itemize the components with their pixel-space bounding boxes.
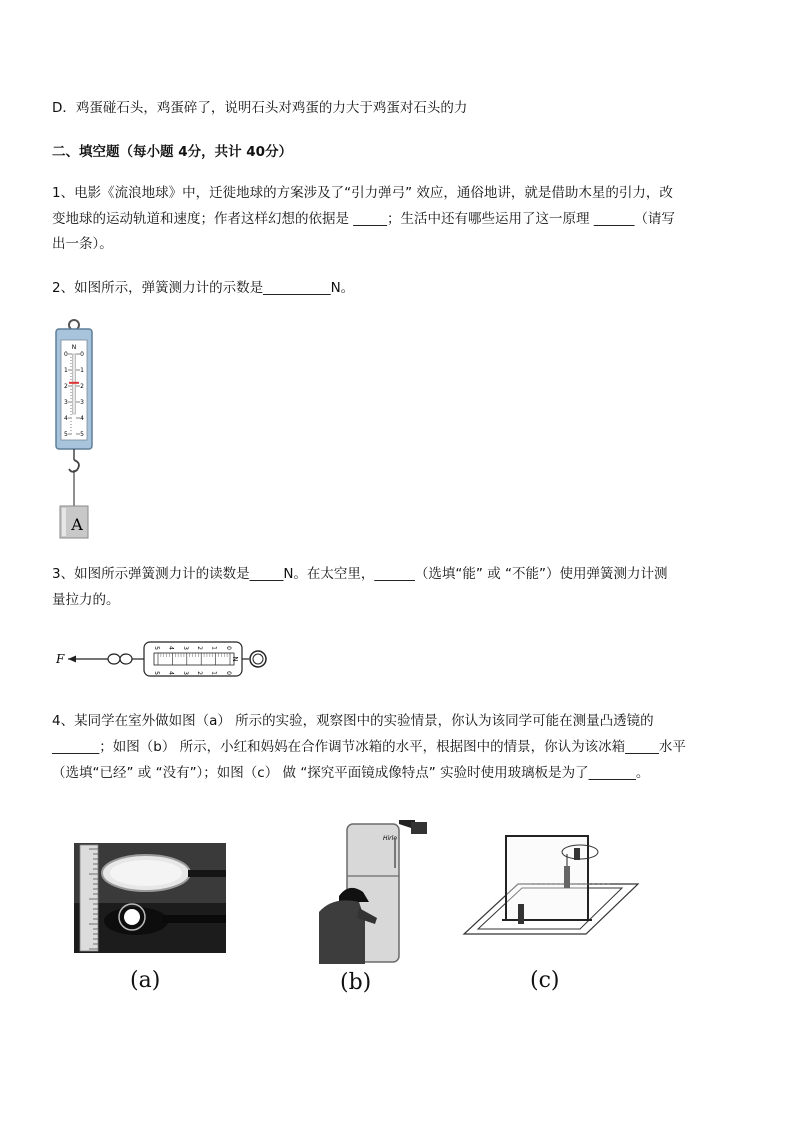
q3-tick-label: 3 bbox=[181, 646, 189, 650]
fig-b-caption: (b) bbox=[340, 970, 372, 995]
q3-tick-label: 1 bbox=[210, 646, 218, 650]
q4-line2: _______；如图（b） 所示，小红和妈妈在合作调节冰箱的水平，根据图中的情景，你认为该冰箱_____水平 bbox=[52, 739, 686, 755]
q2-pointer bbox=[69, 382, 79, 384]
section-title: 二、填空题（每小题 4分，共计 40分） bbox=[52, 144, 293, 160]
q2-tick-label: 1 bbox=[80, 367, 84, 374]
q1-line3: 出一条）。 bbox=[52, 236, 113, 252]
q3-tick-label: 5 bbox=[153, 646, 160, 650]
q4-line3: （选填“已经” 或 “没有”）；如图（c） 做 “探究平面镜成像特点” 实验时使用玻璃板是为了_______。 bbox=[52, 765, 650, 781]
q3-force-label: F bbox=[56, 652, 65, 666]
option-d: D．鸡蛋碰石头，鸡蛋碎了，说明石头对鸡蛋的力大于鸡蛋对石头的力 bbox=[52, 100, 468, 116]
q3-tick-label: 1 bbox=[210, 671, 218, 675]
q2-tick-label: 0 bbox=[80, 351, 84, 358]
q2-tick-label: 2 bbox=[80, 383, 84, 390]
fig-c-caption: (c) bbox=[530, 968, 560, 993]
q3-line1: 3、如图所示弹簧测力计的读数是_____N。在太空里，______（选填“能” 或 “不能”）使用弹簧测力计测 bbox=[52, 566, 668, 582]
fig-b-fridge-brand: Hirle bbox=[383, 835, 398, 842]
q3-tick-label: 3 bbox=[181, 671, 189, 675]
fig-a-caption: (a) bbox=[130, 968, 161, 993]
q2-block-label: A bbox=[71, 515, 83, 534]
q3-tick-label: 4 bbox=[167, 671, 175, 675]
q1-line1: 1、电影《流浪地球》中，迁徙地球的方案涉及了“引力弹弓” 效应，通俗地讲，就是借助木星的引力，改 bbox=[52, 185, 673, 201]
fig-a-lens-photo bbox=[74, 843, 226, 953]
q3-tick-label: 2 bbox=[196, 646, 204, 650]
q2-tick-label: 4 bbox=[80, 415, 84, 422]
q2-tick-label: 5 bbox=[64, 431, 68, 438]
q2-unit-label: N bbox=[71, 344, 77, 351]
q2-tick-label: 1 bbox=[64, 367, 68, 374]
q3-spring-scale-figure bbox=[52, 636, 272, 682]
fig-b-fridge-photo bbox=[315, 818, 441, 964]
q2-tick-label: 0 bbox=[64, 351, 68, 358]
q3-unit-label: N bbox=[231, 656, 239, 662]
q3-line2: 量拉力的。 bbox=[52, 592, 120, 608]
q3-tick-label: 0 bbox=[225, 646, 232, 650]
q2-tick-label: 3 bbox=[64, 399, 68, 406]
q2-tick-label: 5 bbox=[80, 431, 84, 438]
q3-tick-label: 0 bbox=[225, 671, 232, 675]
q2-tick-label: 2 bbox=[64, 383, 68, 390]
q1-line2: 变地球的运动轨道和速度；作者这样幻想的依据是 _____；生活中还有哪些运用了这一原理 ______（请写 bbox=[52, 211, 675, 227]
q3-tick-label: 4 bbox=[167, 646, 175, 650]
q4-line1: 4、某同学在室外做如图（a） 所示的实验，观察图中的实验情景，你认为该同学可能在测量凸透镜的 bbox=[52, 713, 654, 729]
q2-spring-scale-figure bbox=[52, 318, 102, 540]
q2-tick-label: 3 bbox=[80, 399, 84, 406]
q3-tick-label: 2 bbox=[196, 671, 204, 675]
q2-text: 2、如图所示，弹簧测力计的示数是__________N。 bbox=[52, 280, 355, 296]
q3-tick-label: 5 bbox=[153, 671, 160, 675]
q2-tick-label: 4 bbox=[64, 415, 68, 422]
fig-c-mirror-setup bbox=[462, 826, 642, 946]
